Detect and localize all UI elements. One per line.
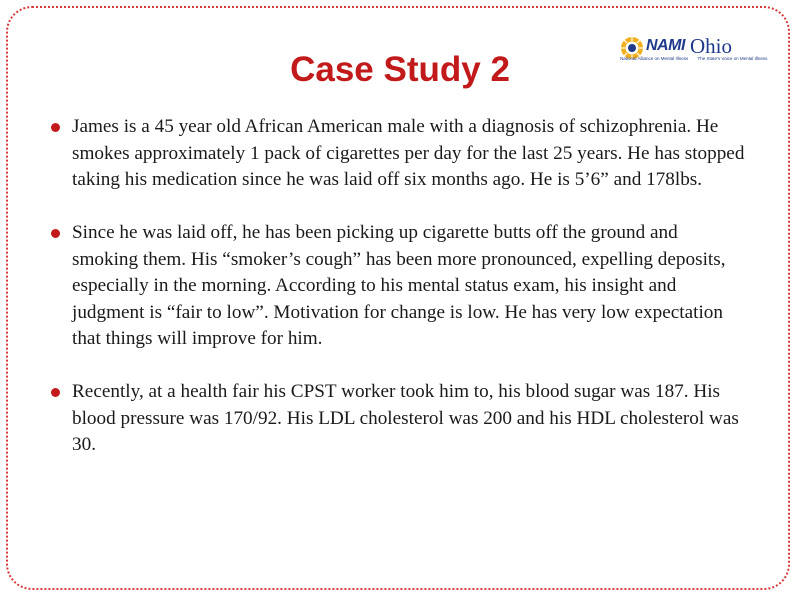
bullet-text: James is a 45 year old African American male with a diagnosis of schizophrenia. He smokes approximately 1 pack of cigarettes per day for the last 25 years. He has stopped taking his medication since he was laid off six months ago. He is 5’6” and 178lbs. (72, 116, 745, 190)
bullet-dot-icon (51, 388, 60, 397)
logo-tagline-right: The State's Voice on Mental Illness (697, 56, 768, 61)
bullet-dot-icon (51, 123, 60, 132)
logo-region: Ohio (690, 34, 732, 58)
bullet-list (48, 114, 748, 485)
bullet-dot-icon (51, 229, 60, 238)
bullet-item (48, 220, 748, 353)
bullet-text: Recently, at a health fair his CPST worker took him to, his blood sugar was 187. His blood pressure was 170/92. His LDL cholesterol was 200 and his HDL cholesterol was 30. (72, 381, 739, 455)
slide-title: Case Study 2 (290, 50, 510, 89)
logo-tagline-left: National Alliance on Mental Illness (620, 56, 689, 61)
bullet-item (48, 114, 748, 194)
logo-brand: NAMI (646, 37, 685, 54)
logo-taglines (620, 56, 768, 61)
nami-ohio-logo (620, 34, 768, 68)
bullet-text: Since he was laid off, he has been picking up cigarette butts off the ground and smoking them. His “smoker’s cough” has been more pronounced, expelling deposits, especially in the morning. According to his mental status exam, his insight and judgment is “fair to low”. Motivation for change is low. He has very low expectation that things will improve for him. (72, 222, 726, 349)
bullet-item (48, 379, 748, 459)
